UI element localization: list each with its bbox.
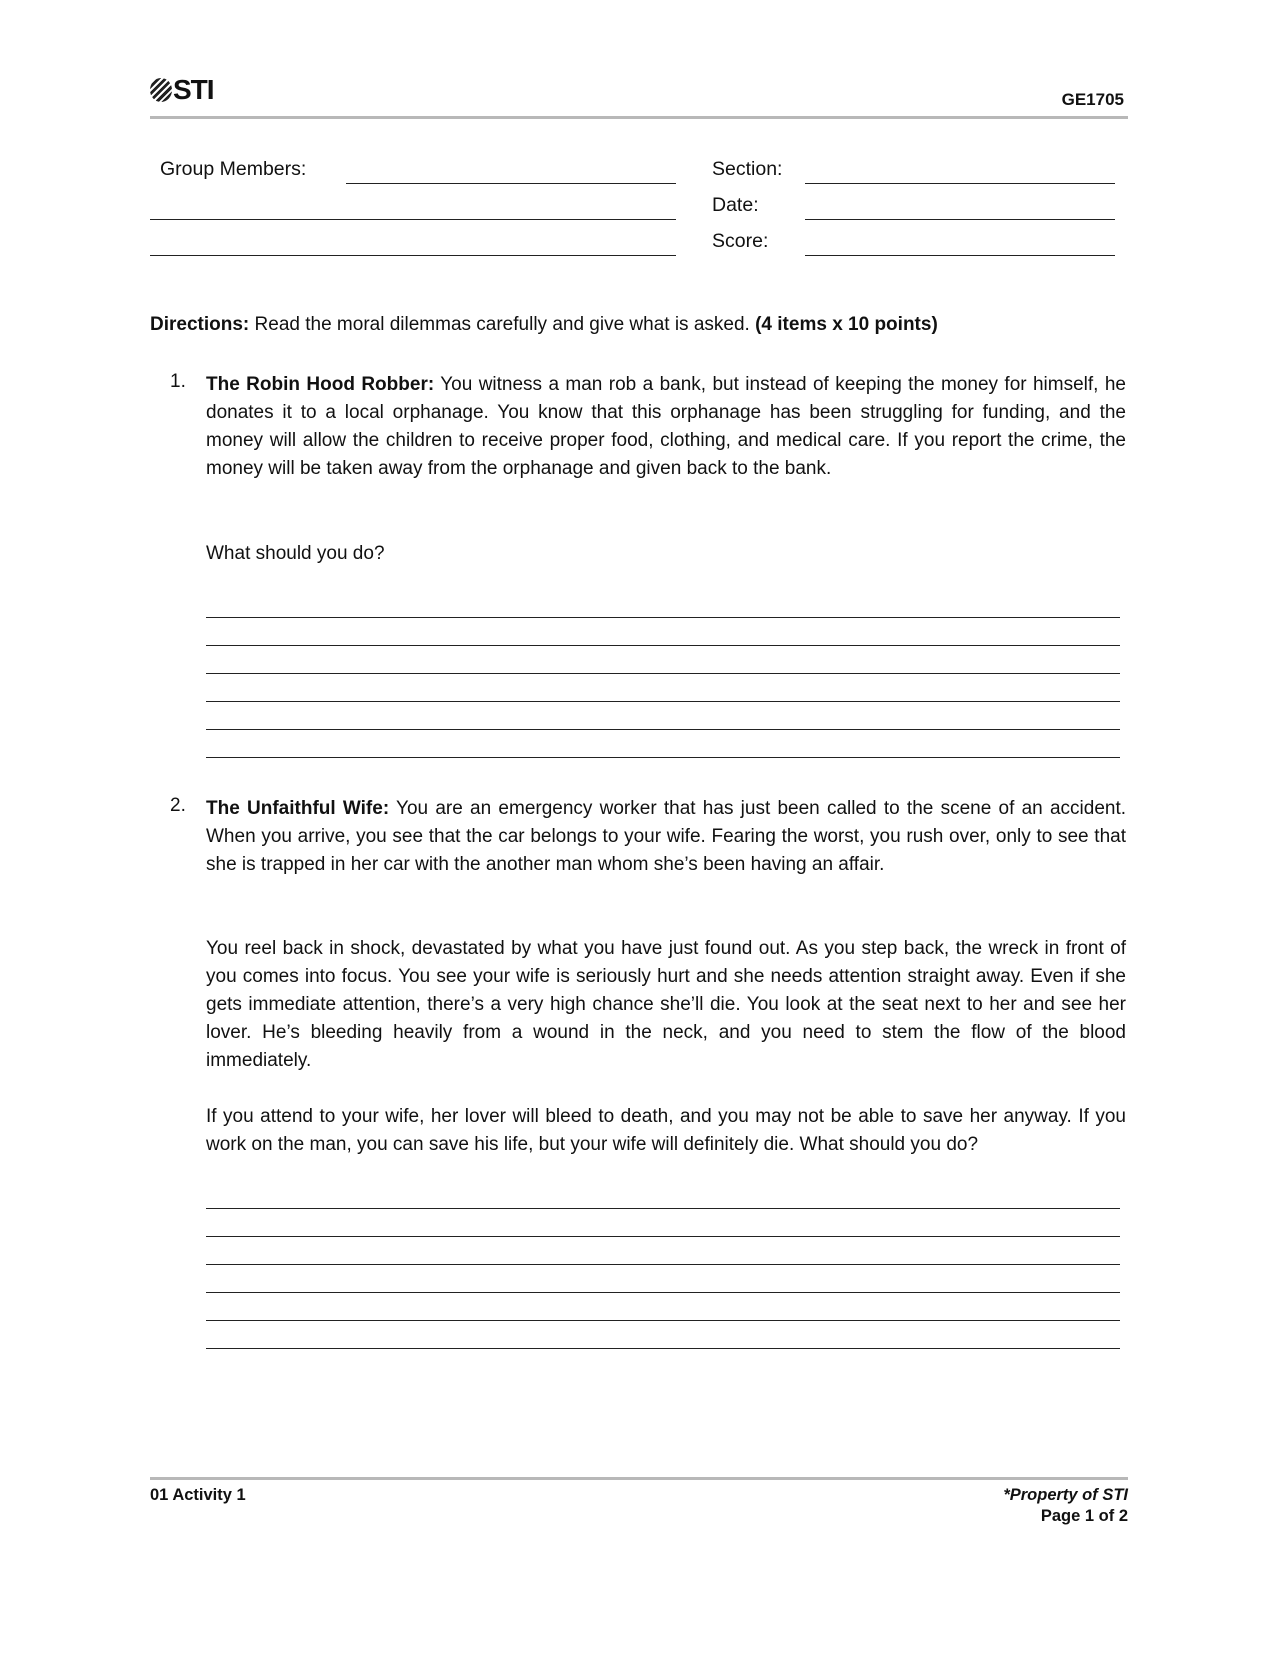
item-number: 1.	[170, 371, 186, 392]
answer-line[interactable]	[206, 1348, 1120, 1349]
directions	[150, 314, 938, 336]
header-divider	[150, 116, 1128, 119]
answer-line[interactable]	[206, 1292, 1120, 1293]
item-number: 2.	[170, 795, 186, 816]
date-field[interactable]	[805, 219, 1115, 220]
globe-icon	[150, 78, 172, 102]
section-label: Section:	[712, 158, 783, 180]
answer-line[interactable]	[206, 729, 1120, 730]
date-label: Date:	[712, 194, 759, 216]
activity-label: 01 Activity 1	[150, 1486, 246, 1504]
directions-label: Directions:	[150, 314, 250, 335]
answer-line[interactable]	[206, 617, 1120, 618]
score-label: Score:	[712, 230, 769, 252]
answer-line[interactable]	[206, 645, 1120, 646]
group-members-label: Group Members:	[160, 158, 307, 180]
item-paragraph: You witness a man rob a bank, but instead of keeping the money for himself, he donates it to a local orphanage. You know that this orphanage has been struggling for funding, and the money will allow the children to receive proper food, clothing, and medical care. If you report the crime, the money will be taken away from the orphanage and given back to the bank.	[206, 374, 1126, 479]
item-title: The Robin Hood Robber:	[206, 374, 435, 395]
answer-line[interactable]	[206, 757, 1120, 758]
logo-text: STI	[173, 74, 214, 105]
group-member-field-2[interactable]	[150, 219, 676, 220]
footer-divider	[150, 1477, 1128, 1480]
item-1-text	[206, 371, 1126, 483]
answer-line[interactable]	[206, 673, 1120, 674]
property-label: *Property of STI	[1003, 1486, 1128, 1504]
section-field[interactable]	[805, 183, 1115, 184]
item-2-paragraph-2: You reel back in shock, devastated by what you have just found out. As you step back, the wreck in front of you comes into focus. You see your wife is seriously hurt and she needs attention straight away. Even if she gets immediate attention, there’s a very high chance she’ll die. You look at the seat next to her and see her lover. He’s bleeding heavily from a wound in the neck, and you need to stem the flow of the blood immediately.	[206, 938, 1126, 1071]
answer-line[interactable]	[206, 1208, 1120, 1209]
sti-logo	[150, 74, 214, 106]
answer-line[interactable]	[206, 701, 1120, 702]
directions-points: (4 items x 10 points)	[755, 314, 938, 335]
score-field[interactable]	[805, 255, 1115, 256]
directions-text: Read the moral dilemmas carefully and give what is asked.	[249, 314, 756, 335]
item-title: The Unfaithful Wife:	[206, 798, 390, 819]
item-2-paragraph-3: If you attend to your wife, her lover will bleed to death, and you may not be able to save her anyway. If you work on the man, you can save his life, but your wife will definitely die. What should you do?	[206, 1106, 1126, 1155]
page-number: Page 1 of 2	[1040, 1507, 1128, 1525]
item-1-question: What should you do?	[206, 543, 385, 564]
item-2-text	[206, 795, 1126, 879]
answer-line[interactable]	[206, 1320, 1120, 1321]
answer-line[interactable]	[206, 1264, 1120, 1265]
answer-line[interactable]	[206, 1236, 1120, 1237]
group-member-field-3[interactable]	[150, 255, 676, 256]
group-member-field-1[interactable]	[346, 183, 676, 184]
course-code: GE1705	[1061, 90, 1124, 109]
item-paragraph: You are an emergency worker that has just been called to the scene of an accident. When you arrive, you see that the car belongs to your wife. Fearing the worst, you rush over, only to see that she is trapped in her car with the another man whom she’s been having an affair.	[206, 798, 1127, 875]
